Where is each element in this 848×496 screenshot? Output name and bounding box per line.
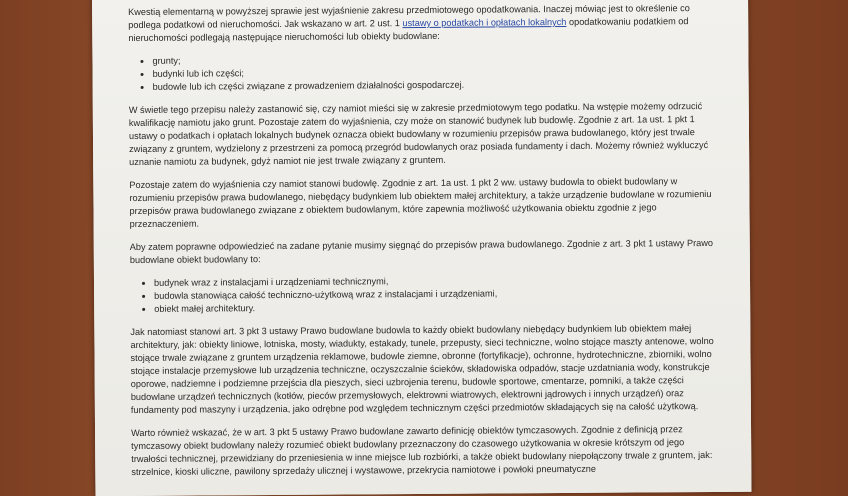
paragraph-intro: [116, 2, 716, 45]
paragraph-structure: Pozostaje zatem do wyjaśnienia czy namiot stanowi budowlę. Zgodnie z art. 1a ust. 1 pkt 2 ww. ustawy budowla to obiekt budowlany w rozumieniu przepisów prawa budowlanego, niebędący budynkiem lub obiektem małej architektury, a także urządzenie budowlane w rozumieniu przepisów prawa budowlanego związane z obiektem budowlanym, które zapewnia możliwość użytkowania obiektu zgodnie z jego przeznaczeniem.: [129, 176, 712, 230]
taxable-objects-list: [116, 51, 716, 94]
list-item: • budowle lub ich części związane z prowadzeniem działalności gospodarczej.: [153, 77, 717, 94]
document-page: [92, 0, 751, 496]
list-item: • obiekt małej architektury.: [154, 299, 718, 316]
list-item: • budynek wraz z instalacjami i urządzeniami technicznymi,: [154, 273, 718, 290]
paragraph-intro-text-end: opodatkowaniu podatkiem od nieruchomości podlegają następujące nieruchomości lub obiekty budowlane:: [128, 16, 689, 44]
paragraph-temporary-objects: Warto również wskazać, że w art. 3 pkt 5 ustawy Prawo budowlane zawarto definicję obiektów tymczasowych. Zgodnie z definicją przez tymczasowy obiekt budowlany należy rozumieć obiekt budowlany przeznaczony do czasowego użytkowania w okresie krótszym od jego trwałości technicznej, przewidziany do przeniesienia w inne miejsce lub rozbiórki, a także obiekt budowlany niepołączony trwale z gruntem, jak: strzelnice, kioski uliczne, pawilony sprzedaży ulicznej i wystawowe, przekrycia namiotowe i powłoki pneumatyczne: [131, 424, 713, 478]
paragraph-building: W świetle tego przepisu należy zastanowić się, czy namiot mieści się w zakresie przedmiotowym tego podatku. Na wstępie możemy odrzucić kwalifikację namiotu jako grunt. Pozostaje zatem do wyjaśnienia, czy może on stanowić budynek lub budowlę. Zgodnie z art. 1a ust. 1 pkt 1 ustawy o podatkach i opłatach lokalnych budynek oznacza obiekt budowlany w rozumieniu przepisów prawa budowlanego, który jest trwale związany z gruntem, wydzielony z przestrzeni za pomocą przegród budowlanych oraz posiada fundamenty i dach. Możemy również wykluczyć uznanie namiotu za budynek, gdyż namiot nie jest trwale związany z gruntem.: [128, 101, 709, 168]
list-item: • budynki lub ich części;: [153, 64, 717, 81]
document-body: [116, 2, 719, 478]
paragraph-structure-definition: Jak natomiast stanowi art. 3 pkt 3 ustawy Prawo budowlane budowla to każdy obiekt budowlany niebędący budynkiem lub obiektem małej architektury, jak: obiekty liniowe, lotniska, mosty, wiadukty, estakady, tunele, przepusty, sieci techniczne, wolno stojące maszty antenowe, wolno stojące trwale związane z gruntem urządzenia reklamowe, budowle ziemne, obronne (fortyfikacje), ochronne, hydrotechniczne, zbiorniki, wolno stojące instalacje przemysłowe lub urządzenia techniczne, oczyszczalnie ścieków, składowiska odpadów, stacje uzdatniania wody, konstrukcje oporowe, nadziemne i podziemne przejścia dla pieszych, sieci uzbrojenia terenu, budowle sportowe, cmentarze, pomniki, a także części budowlane urządzeń technicznych (kotłów, pieców przemysłowych, elektrowni wiatrowych, elektrowni jądrowych i innych urządzeń) oraz fundamenty pod maszyny i urządzenia, jako odrębne pod względem technicznym części przedmiotów składających się na całość użytkową.: [130, 323, 714, 416]
construction-object-list: [118, 273, 718, 316]
list-item: • budowla stanowiąca całość techniczno-użytkową wraz z instalacjami i urządzeniami,: [154, 286, 718, 303]
paragraph-intro-text: Kwestią elementarną w powyższej sprawie jest wyjaśnienie zakresu przedmiotowego opodatkowania. Inaczej mówiąc jest to określenie co podlega podatkowi od nieruchomości. Jak wskazano w art. 2 ust. 1: [128, 3, 690, 31]
paragraph-construction-law: Aby zatem poprawne odpowiedzieć na zadane pytanie musimy sięgnąć do przepisów prawa budowlanego. Zgodnie z art. 3 pkt 1 ustawy Prawo budowlane obiekt budowlany to:: [129, 237, 714, 266]
law-link[interactable]: ustawy o podatkach i opłatach lokalnych: [402, 16, 567, 29]
list-item: • grunty;: [152, 51, 716, 68]
